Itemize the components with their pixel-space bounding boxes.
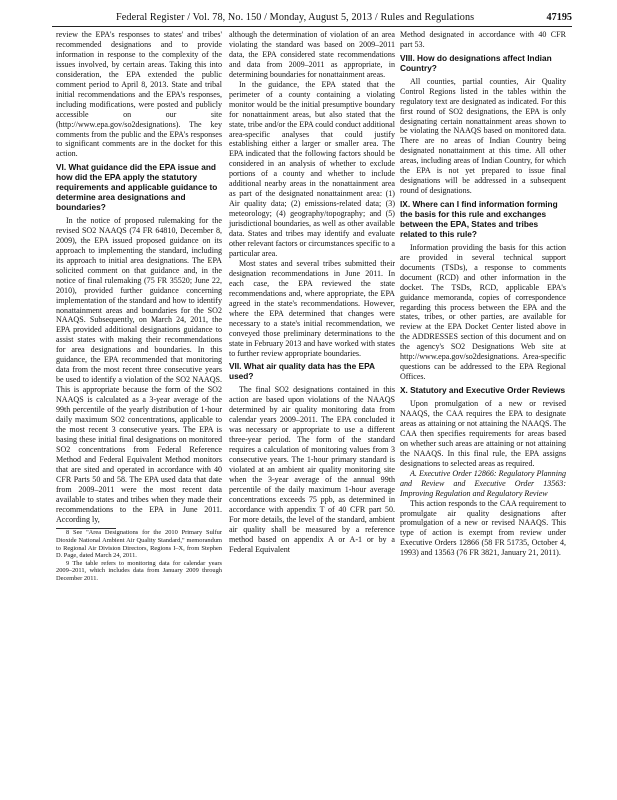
paragraph: All counties, partial counties, Air Quality Control Regions listed in the tables within the regulatory text are designated as indicated. For this first round of SO2 designations, the EPA is only designating certain nonattainment areas shown to be violating the NAAQS based on monitored data. There are no areas of Indian Country being designated nonattainment at this time. All other areas, including areas of Indian Country, for which the EPA is not yet prepared to issue final designations will be addressed in a subsequent round of designations. (400, 76, 566, 196)
header-rule (52, 26, 572, 27)
section-heading-x: X. Statutory and Executive Order Reviews (400, 385, 566, 396)
paragraph: Method designated in accordance with 40 CFR part 53. (400, 30, 566, 49)
section-heading-viii: VIII. How do designations affect Indian Country? (400, 52, 552, 73)
page-number: 47195 (546, 12, 572, 23)
footnote-8: 8 See "Area Designations for the 2010 Primary Sulfur Dioxide National Ambient Air Quality Standard," memorandum to Regional Air Division Directors, Regions I–X, from Stephen D. Page, dated March 24, 2011. (56, 529, 222, 560)
paragraph: The final SO2 designations contained in this action are based upon violations of the NAAQS determined by air quality monitoring data from calendar years 2009–2011. The EPA concluded it was necessary or appropriate to use a different three-year period. The form of the standard requires a calculation of monitoring values from 3 consecutive years. The 1-hour primary standard is violated at an ambient air quality monitoring site when the 3-year average of the annual 99th percentile of the daily maximum 1-hour average concentrations exceeds 75 ppb, as determined in accordance with appendix T of 40 CFR part 50. For more details, the level of the standard, ambient air quality shall be measured by a reference method based on appendix A or A-1 or by a Federal Equivalent (229, 385, 395, 554)
subsection-heading-a: A. Executive Order 12866: Regulatory Planning and Review and Executive Order 13563: Improving Regulation and Regulatory Review (400, 468, 566, 498)
paragraph: review the EPA's responses to states' and tribes' recommended designations and to provide information in response to the complexity of the issues involved, by certain areas. Taking this into consideration, the EPA extended the public comment period to April 8, 2013. State and tribal initial recommendations and the EPA's responses, including modifications, were posted and publicly accessible on our site (http://www.epa.gov/so2designations). The key comments from the public and the EPA's responses to significant comments are in the docket for this action. (56, 30, 222, 159)
paragraph: Upon promulgation of a new or revised NAAQS, the CAA requires the EPA to designate areas as attaining or not attaining the NAAQS. The CAA then specifies requirements for areas based on whether such areas are attaining or not attaining the NAAQS. In this final rule, the EPA assigns designations to selected areas as required. (400, 399, 566, 468)
section-heading-vii: VII. What air quality data has the EPA used? (229, 361, 375, 382)
section-heading-ix: IX. Where can I find information forming the basis for this rule and exchanges between the EPA, States and tribes related to this rule? (400, 199, 558, 239)
paragraph: In the guidance, the EPA stated that the perimeter of a county containing a violating monitor would be the initial presumptive boundary for nonattainment areas, but also stated that the state, tribe and/or the EPA could conduct additional area-specific analyses that could justify establishing either a larger or smaller area. The EPA indicated that the following factors should be considered in an analysis of whether to exclude portions of a county and whether to include additional nearby areas in the nonattainment area as part of the designated nonattainment area: (1) Air quality data; (2) emissions-related data; (3) meteorology; (4) geography/topography; and (5) jurisdictional boundaries, as well as other available data. States and tribes may identify and evaluate other relevant factors or circumstances specific to a particular area. (229, 79, 395, 258)
running-header (52, 12, 572, 26)
paragraph: In the notice of proposed rulemaking for the revised SO2 NAAQS (74 FR 64810, December 8, 2009), the EPA issued proposed guidance on its approach to implementing the standard, including its approach to initial area designations. The EPA solicited comment on that guidance and, in the notice of final rulemaking (75 FR 35520; June 22, 2010), provided further guidance concerning implementation of the standard and how to identify nonattainment areas and boundaries for the SO2 NAAQS. Subsequently, on March 24, 2011, the EPA provided additional designations guidance to assist states with making their recommendations for area designations and boundaries. In this guidance, the EPA recommended that monitoring data from the most recent three consecutive years be used to identify a violation of the SO2 NAAQS. This is appropriate because the form of the SO2 NAAQS is calculated as a 3-year average of the 99th percentile of the yearly distribution of 1-hour daily maximum SO2 concentrations, applicable to the most recent 3 consecutive years. The EPA is basing these initial final designations on monitored SO2 concentrations from Federal Reference Method and Federal Equivalent Method monitors that are sited and operated in accordance with 40 CFR Parts 50 and 58. The EPA used data that date from 2009–2011 were the most recent data available to states and tribes when they made their recommendations to the EPA in June 2011. According ly, (56, 215, 222, 524)
running-head: Federal Register / Vol. 78, No. 150 / Monday, August 5, 2013 / Rules and Regulations (116, 12, 475, 23)
paragraph: although the determination of violation of an area violating the standard was based on 2009–2011 data, the EPA considered state recommendations and data from 2009–2011 as appropriate, in determining boundaries for nonattainment areas. (229, 30, 395, 79)
paragraph: Information providing the basis for this action are provided in several technical support documents (TSDs), a response to comments document (RCD) and other information in the docket. The TSDs, RCD, applicable EPA's guidance memoranda, copies of correspondence regarding this process between the EPA and the states, tribes, or other parties, are available for review at the EPA Docket Center listed above in the ADDRESSES section of this document and on the agency's SO2 Designations Web site at http://www.epa.gov/so2designations. Area-specific questions can be addressed to the EPA Regional Offices. (400, 242, 566, 382)
column-middle (229, 30, 395, 554)
column-left (56, 30, 222, 583)
section-heading-vi: VI. What guidance did the EPA issue and how did the EPA apply the statutory requirements and applicable guidance to determine area designations and boundaries? (56, 162, 218, 213)
paragraph: This action responds to the CAA requirement to promulgate air quality designations after promulgation of a new or revised NAAQS. This type of action is exempt from review under Executive Orders 12866 (58 FR 51735, October 4, 1993) and 13563 (76 FR 3821, January 21, 2011). (400, 498, 566, 558)
paragraph: Most states and several tribes submitted their designation recommendations in June 2011. In each case, the EPA reviewed the state recommendations and, where appropriate, the EPA agreed in the state's recommendations. However, where the EPA determined that changes were necessary to a state's initial recommendation, we conveyed those preliminary determinations to the state in February 2013 and have worked with states to further review appropriate boundaries. (229, 258, 395, 358)
column-right (400, 30, 566, 558)
footnote-9: 9 The table refers to monitoring data for calendar years 2009–2011, which includes data from January 2009 through December 2011. (56, 559, 222, 583)
